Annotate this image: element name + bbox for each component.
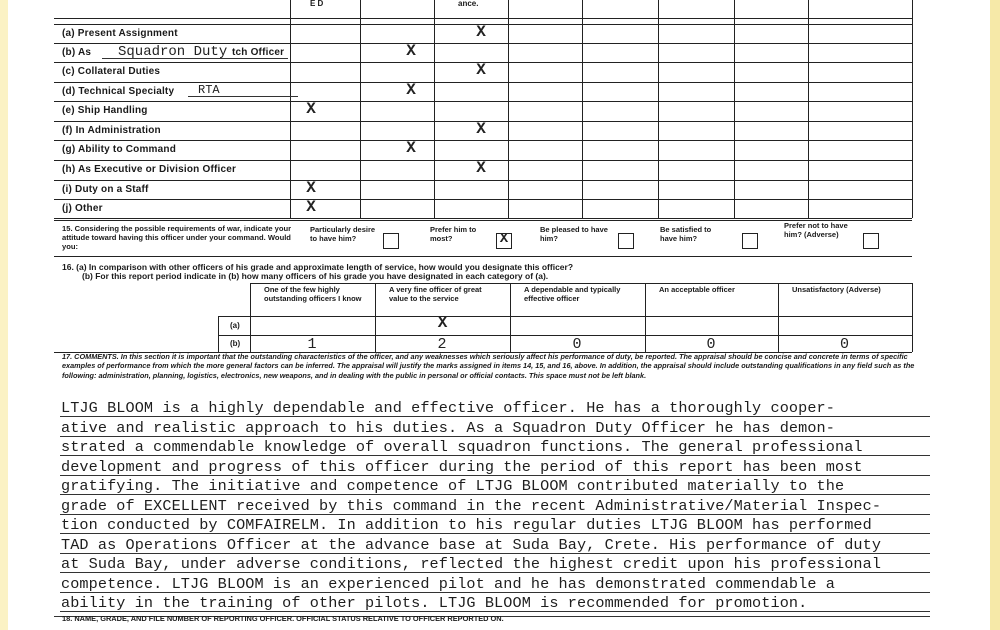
comment-underline (60, 611, 930, 612)
q17-instructions: 17. COMMENTS. In this section it is important that the outstanding characteristics of the officer, and any weaknesses which seriously affect his performance of duty, be reported. The appraisal should be concise and concrete in terms of specific examples of performance from which the more general factors can be inferred. The appraisal will justify the marks assigned in items 14, 15, and 16, above. In addition, the appraisal should include outstanding qualifications in any field such as the following: administration, planning, logistics, electronics, new weapons, and in dealing with the public in personal or official contacts. This space must not be left blank. (62, 352, 915, 380)
q16-hline (250, 283, 912, 284)
q16-column-header: An acceptable officer (659, 285, 735, 294)
grid14-stub (54, 199, 62, 200)
comment-underline (60, 533, 930, 534)
row-label: (g) Ability to Command (62, 144, 177, 155)
q16-count: 2 (437, 336, 447, 353)
q16-count: 1 (307, 336, 317, 353)
fill-underline (102, 58, 288, 59)
x-mark: X (476, 120, 486, 138)
grid14-stub (54, 160, 62, 161)
x-mark: X (406, 81, 416, 99)
row-label: (h) As Executive or Division Officer (62, 164, 237, 175)
q15-checkbox[interactable] (742, 233, 758, 249)
q16-vline (912, 283, 913, 352)
grid14-vline (360, 0, 361, 218)
grid14-vline (734, 0, 735, 218)
q16-hline (218, 316, 912, 317)
x-mark: X (306, 179, 316, 197)
q18-label: 18. NAME, GRADE, AND FILE NUMBER OF REPORTING OFFICER. OFFICIAL STATUS RELATIVE TO OFFICER REPORTED ON. (62, 614, 504, 623)
q16-vline (778, 283, 779, 352)
comment-underline (60, 494, 930, 495)
q16-column-header: Unsatisfactory (Adverse) (792, 285, 881, 294)
x-mark: X (306, 198, 316, 216)
row-fill-text: Squadron Duty (118, 44, 228, 60)
comment-line: TAD as Operations Officer at the advance base at Suda Bay, Crete. His performance of duty (61, 535, 882, 554)
comment-line: development and progress of this officer during the period of this report has been most (61, 457, 863, 476)
grid14-hline (54, 180, 912, 181)
row-label: (b) As (62, 47, 92, 58)
comment-underline (60, 514, 930, 515)
grid14-vline (290, 0, 291, 218)
x-mark: X (499, 231, 509, 247)
page-edge-left (0, 0, 8, 630)
comment-underline (60, 475, 930, 476)
row-label: (f) In Administration (62, 125, 161, 136)
q16-hline (218, 335, 912, 336)
grid14-hline (54, 18, 912, 19)
q16-vline (510, 283, 511, 352)
q15-checkbox[interactable] (618, 233, 634, 249)
row-label: (e) Ship Handling (62, 105, 148, 116)
grid14-stub (54, 62, 62, 63)
x-mark: X (437, 314, 448, 332)
q15-checkbox[interactable] (383, 233, 399, 249)
q16-column-header: A dependable and typically effective officer (524, 285, 621, 303)
comment-underline (60, 416, 930, 417)
q15-checkbox[interactable] (863, 233, 879, 249)
q16-count: 0 (840, 336, 850, 353)
comment-line: strated a commendable knowledge of overall squadron functions. The general professional (61, 438, 863, 456)
grid14-hline (54, 199, 912, 200)
q15-option-label: Be satisfied to have him? (660, 225, 712, 243)
grid14-stub (54, 43, 62, 44)
fill-underline (188, 96, 298, 97)
q16-vline (218, 316, 219, 352)
x-mark: X (476, 61, 486, 79)
x-mark: X (476, 159, 486, 177)
comment-line: ability in the training of other pilots. LTJG BLOOM is recommended for promotion. (61, 594, 808, 612)
fitness-report-form (18, 0, 990, 630)
q16-line-1: 16. (a) In comparison with other officers of his grade and approximate length of service, how would you designate this officer? (62, 262, 574, 272)
x-mark: X (476, 23, 486, 41)
comment-line: tion conducted by COMFAIRELM. In addition to his regular duties LTJG BLOOM has performed (61, 516, 872, 534)
row-fill-text: RTA (198, 83, 220, 97)
q16-column-header: One of the few highly outstanding officers I know (264, 285, 362, 303)
q15-option-label: Prefer not to have him? (Adverse) (784, 221, 848, 239)
q16-vline (250, 283, 251, 352)
grid14-hline (54, 218, 912, 219)
comment-line: gratifying. The initiative and competence of LTJG BLOOM contributed materially to the (61, 477, 845, 495)
comment-underline (60, 592, 930, 593)
grid14-stub (54, 121, 62, 122)
col-heading-fragment: E D (310, 0, 324, 8)
comment-line: competence. LTJG BLOOM is an experienced pilot and he has demonstrated commendable a (61, 574, 835, 593)
comment-line: at Suda Bay, under adverse conditions, reflected the highest credit upon his professional (61, 555, 882, 573)
grid14-vline (808, 0, 809, 218)
q16-vline (645, 283, 646, 352)
q16-line-2: (b) For this report period indicate in (b) how many officers of his grade you have designated in each category of (a). (82, 271, 549, 281)
grid14-hline (54, 140, 912, 141)
q15-checkbox[interactable] (496, 233, 512, 249)
grid14-stub (54, 24, 62, 25)
q16-vline (375, 283, 376, 352)
grid14-stub (54, 101, 62, 102)
q16-count: 0 (572, 336, 582, 353)
x-mark: X (406, 139, 416, 157)
grid14-vline (582, 0, 583, 218)
comment-line: ative and realistic approach to his duties. As a Squadron Duty Officer he has demon- (61, 418, 835, 437)
row-label: (j) Other (62, 203, 103, 214)
comment-underline (60, 553, 930, 554)
q15-text: 15. Considering the possible requirements of war, indicate your attitude toward having this officer under your command. Would you: (62, 224, 292, 251)
q16-row-b-label: (b) (230, 339, 241, 348)
comment-underline (60, 455, 930, 456)
q15-option-label: Particularly desire to have him? (310, 225, 376, 243)
q15-option-label: Prefer him to most? (430, 225, 477, 243)
q15-option-label: Be pleased to have him? (540, 225, 608, 243)
grid14-stub (54, 82, 62, 83)
x-mark: X (406, 42, 416, 60)
q16-row-a-label: (a) (230, 321, 240, 330)
comment-underline (60, 436, 930, 437)
grid14-vline (434, 0, 435, 218)
grid14-vline (912, 0, 913, 218)
comment-line: grade of EXCELLENT received by this command in the recent Administrative/Material Inspec- (61, 496, 882, 515)
grid14-hline (54, 101, 912, 102)
q16-count: 0 (706, 336, 716, 353)
row-label-suffix: tch Officer (232, 47, 285, 58)
grid14-vline (508, 0, 509, 218)
q16-column-header: A very fine officer of great value to the service (389, 285, 482, 303)
page-edge-right (990, 0, 1000, 630)
grid14-hline (54, 82, 912, 83)
row-label: (c) Collateral Duties (62, 66, 161, 77)
q15-bottom-line (54, 256, 912, 257)
row-label: (d) Technical Specialty (62, 86, 175, 97)
col-heading-fragment-2: ance. (458, 0, 479, 8)
x-mark: X (306, 100, 316, 118)
comment-line: LTJG BLOOM is a highly dependable and effective officer. He has a thoroughly cooper- (61, 399, 835, 417)
grid14-vline (658, 0, 659, 218)
comment-underline (60, 572, 930, 573)
row-label: (i) Duty on a Staff (62, 184, 149, 195)
grid14-stub (54, 180, 62, 181)
grid14-stub (54, 140, 62, 141)
grid14-stub (54, 218, 62, 219)
row-label: (a) Present Assignment (62, 28, 178, 39)
